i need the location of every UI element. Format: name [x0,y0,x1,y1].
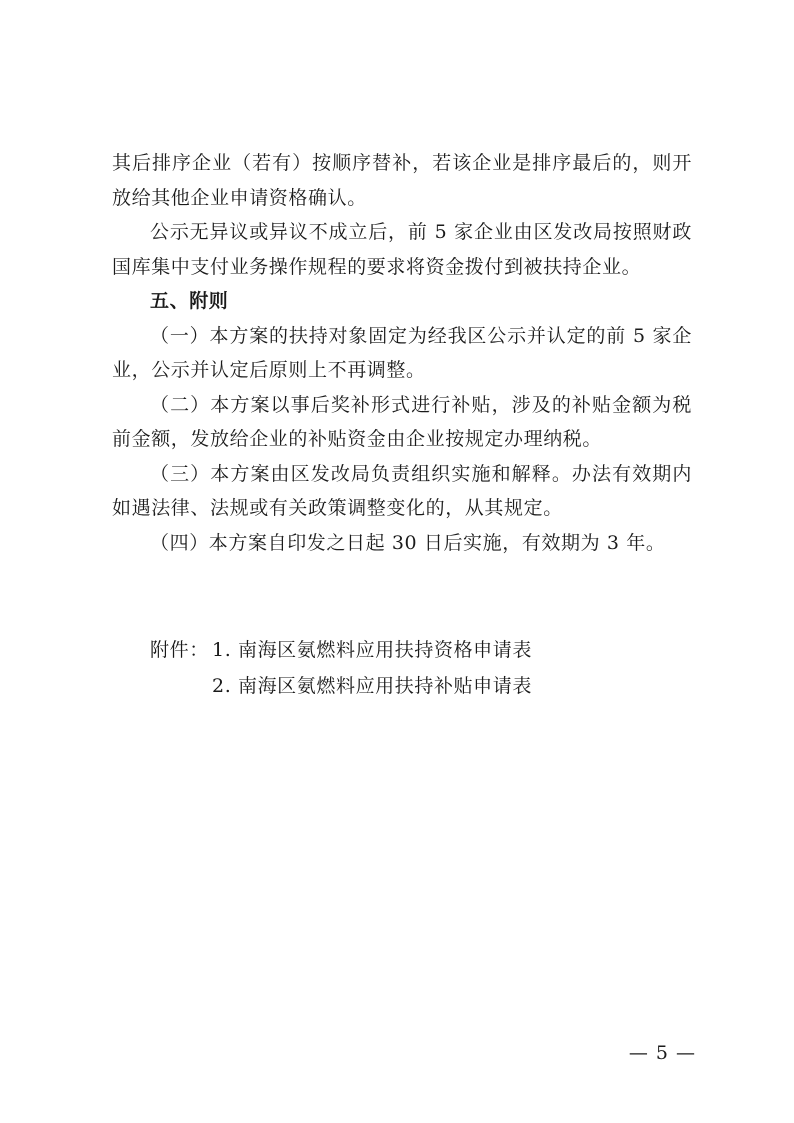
section-heading-supplementary-provisions: 五、附则 [150,290,229,312]
page-number: — 5 — [628,1042,696,1064]
rule-item-3: （三）本方案由区发改局负责组织实施和解释。办法有效期内如遇法律、法规或有关政策调整变化的，从其规定。 [112,462,692,519]
attachments-label: 附件： [150,639,209,661]
document-body [112,146,692,560]
paragraph-continuation: 其后排序企业（若有）按顺序替补，若该企业是排序最后的，则开放给其他企业申请资格确认。 [112,152,692,209]
attachments-block [150,632,710,704]
rule-item-2: （二）本方案以事后奖补形式进行补贴，涉及的补贴金额为税前金额，发放给企业的补贴资金由企业按规定办理纳税。 [112,393,692,450]
paragraph-public-notice: 公示无异议或异议不成立后，前 5 家企业由区发改局按照财政国库集中支付业务操作规程的要求将资金拨付到被扶持企业。 [112,221,692,278]
rule-item-4: （四）本方案自印发之日起 30 日后实施，有效期为 3 年。 [150,531,666,554]
attachment-item-1: 1. 南海区氨燃料应用扶持资格申请表 [212,639,532,661]
attachment-row-2 [150,668,710,704]
attachment-row-1 [150,632,710,668]
attachment-item-2: 2. 南海区氨燃料应用扶持补贴申请表 [212,675,532,697]
rule-item-1: （一）本方案的扶持对象固定为经我区公示并认定的前 5 家企业，公示并认定后原则上不再调整。 [112,324,692,381]
